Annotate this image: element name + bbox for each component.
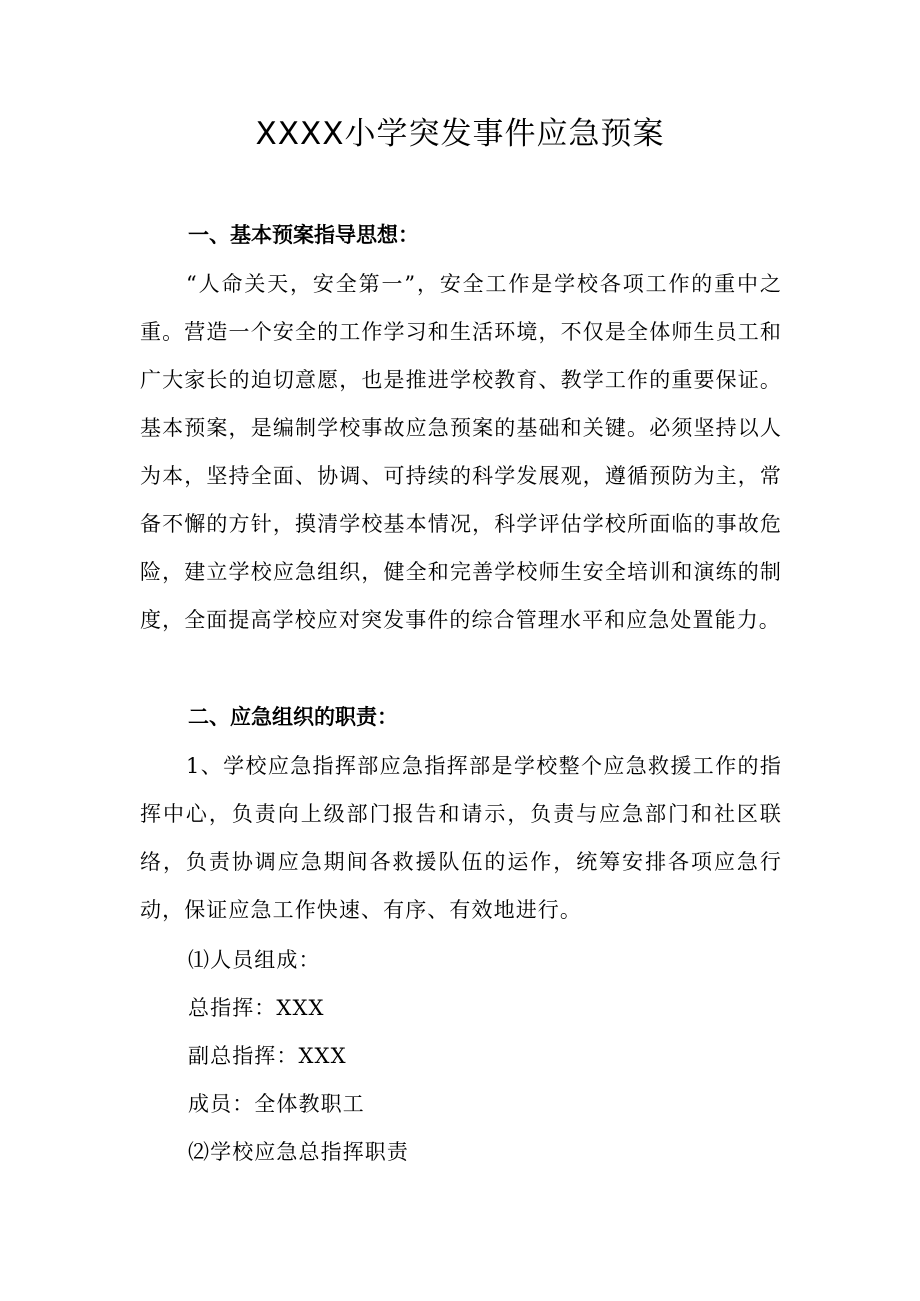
document-title: XXXX小学突发事件应急预案 (255, 116, 665, 152)
section-2-heading: 二、应急组织的职责： (188, 705, 398, 729)
list-item-personnel: ⑴人员组成： (188, 948, 321, 972)
section-1-heading: 一、基本预案指导思想： (188, 223, 419, 247)
section-2-paragraph: 1、学校应急指挥部应急指挥部是学校整个应急救援工作的指挥中心，负责向上级部门报告和请示，负责与应急部门和社区联络，负责协调应急期间各救援队伍的运作，统筹安排各项应急行动，保证应急工作快速、有序、有效地进行。 (140, 754, 782, 922)
section-1-paragraph: “人命关天，安全第一”，安全工作是学校各项工作的重中之重。营造一个安全的工作学习和生活环境，不仅是全体师生员工和广大家长的迫切意愿，也是推进学校教育、教学工作的重要保证。基本预案，是编制学校事故应急预案的基础和关键。必须坚持以人为本，坚持全面、协调、可持续的科学发展观，遵循预防为主，常备不懈的方针，摸清学校基本情况，科学评估学校所面临的事故危险，建立学校应急组织，健全和完善学校师生安全培训和演练的制度，全面提高学校应对突发事件的综合管理水平和应急处置能力。 (140, 272, 782, 632)
list-item-deputy-commander: 副总指挥：XXX (188, 1044, 347, 1068)
list-item-commander-duties: ⑵学校应急总指挥职责 (188, 1140, 409, 1164)
list-item-commander: 总指挥：XXX (188, 996, 325, 1020)
list-item-members: 成员：全体教职工 (188, 1092, 365, 1116)
